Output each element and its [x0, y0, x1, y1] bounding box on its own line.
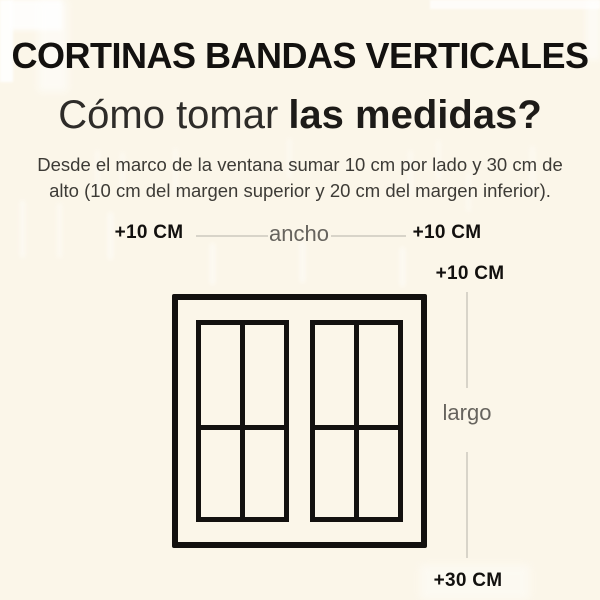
height-top-label: +10 CM — [435, 263, 505, 284]
pane-horizontal-divider — [315, 425, 398, 430]
pane-horizontal-divider — [201, 425, 284, 430]
width-left-label: +10 CM — [114, 222, 184, 243]
background-texture-patch — [430, 0, 600, 9]
background-streak — [400, 247, 405, 287]
background-streak — [57, 203, 62, 258]
height-top-guide-line — [466, 292, 468, 388]
width-right-guide-line — [331, 235, 406, 237]
pane-vertical-divider — [240, 325, 245, 517]
subtitle — [0, 93, 600, 137]
background-streak — [210, 243, 215, 285]
description-line-1: Desde el marco de la ventana sumar 10 cm por lado y 30 cm de — [37, 154, 563, 175]
page-title: CORTINAS BANDAS VERTICALES — [11, 35, 589, 76]
pane-vertical-divider — [354, 325, 359, 517]
height-bottom-label: +30 CM — [433, 570, 503, 591]
window-pane-right — [310, 320, 403, 522]
description-line-2: alto (10 cm del margen superior y 20 cm del margen inferior). — [49, 180, 551, 201]
width-left-guide-line — [196, 235, 268, 237]
window-pane-left — [196, 320, 289, 522]
background-streak — [108, 212, 113, 260]
background-streak — [20, 200, 25, 258]
subtitle-bold: las medidas? — [288, 93, 542, 137]
width-center-label: ancho — [269, 221, 329, 246]
window-diagram — [172, 294, 427, 548]
width-right-label: +10 CM — [412, 222, 482, 243]
background-streak — [300, 241, 305, 283]
description — [0, 152, 600, 204]
subtitle-regular: Cómo tomar — [58, 93, 279, 137]
height-center-label: largo — [442, 400, 492, 425]
height-bottom-guide-line — [466, 452, 468, 558]
